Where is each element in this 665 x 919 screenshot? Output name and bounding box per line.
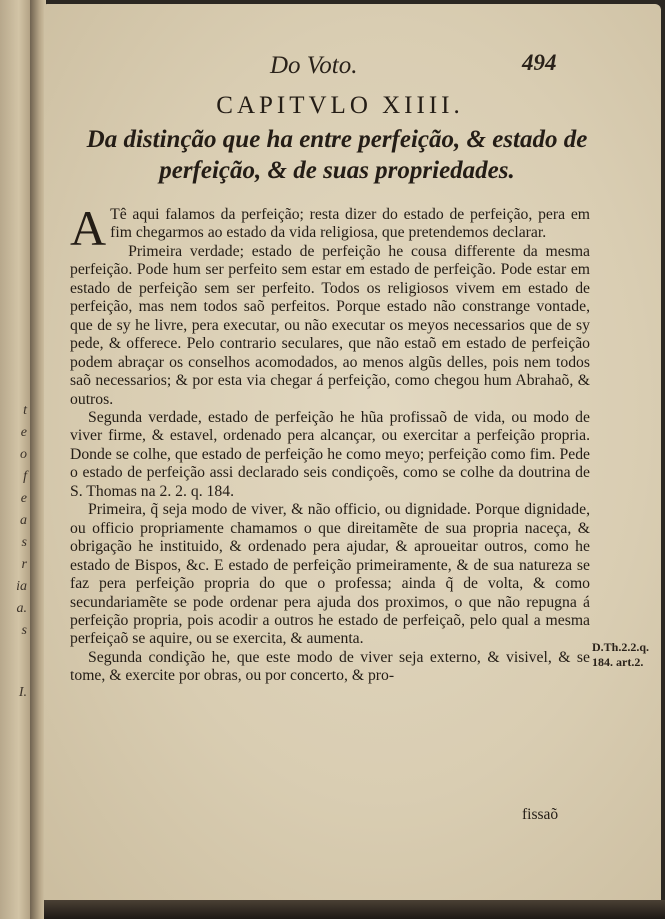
running-head: [70, 44, 590, 84]
left-fragment: a: [20, 513, 27, 528]
page-bottom-shadow: [44, 900, 665, 919]
left-fragment: r: [21, 557, 27, 572]
margin-note: D.Th.2.2.q. 184. art.2.: [592, 640, 650, 669]
chapter-subtitle: Da distinção que ha entre perfeição, & estado de perfeição, & de suas propriedades.: [86, 126, 588, 184]
paragraph-1-text: Tê aqui falamos da perfeição; resta dizer do estado de perfeição, pera em fim chegarmos ao estado da vida religiosa, que pretendemos declarar.: [110, 206, 590, 242]
catchword: fissaõ: [522, 806, 559, 823]
left-fragment: s: [21, 535, 27, 550]
left-page-edge: [0, 0, 34, 919]
left-fragment: o: [20, 447, 27, 462]
drop-cap: A: [70, 200, 107, 256]
left-page-fragments: [0, 400, 30, 704]
left-fragment: e: [20, 425, 27, 440]
left-fragment: ia: [16, 579, 27, 594]
running-head-title: Do Voto.: [270, 52, 358, 79]
paragraph-1: [70, 200, 590, 256]
left-fragment: e: [20, 491, 27, 506]
left-fragment-bottom: I.: [18, 685, 27, 700]
left-fragment: t: [23, 403, 27, 418]
page-content: [70, 44, 590, 686]
paragraph-3: Segunda verdade, estado de perfeição he hũa profissaõ de vida, ou modo de viver firme, & estavel, ordenado pera alcançar, ou exercitar a perfeição propria. Donde se colhe, que estado de perfeição he como meyo; perfeição como fim. Pede o estado de perfeição assi declarado seis condiçoẽs, como se colhe da doutrina de S. Thomas na 2. 2. q. 184.: [70, 408, 590, 500]
body-text: [70, 200, 590, 686]
paragraph-4: Primeira, q̃ seja modo de viver, & não officio, ou dignidade. Porque dignidade, ou officio propriamente chamamos o que direitamẽte de sua propria naceça, & obrigação he instituido, & ordenado pera ajudar, & aproueitar outros, como he estado de Bispos, &c. E estado de perfeição primeiramente, & de sua natureza se faz pera perfeição propria do que o professa; ainda q̃ de volta, & como secundariamẽte se pode ordenar pera ajuda dos proximos, o que não repugna á perfeição propria, pois acodir a outros he estado de perfeiçaõ, pelo qual a mesma perfeiçaõ se aquire, ou se exercita, & aumenta.: [70, 501, 590, 648]
page-number: 494: [522, 50, 557, 75]
left-fragment: a.: [16, 601, 27, 616]
paragraph-5: Segunda condição he, que este modo de viver seja externo, & visivel, & se tome, & exercite por obras, ou por concerto, & pro-: [70, 648, 590, 685]
left-fragment: s: [21, 623, 27, 638]
paragraph-2: Primeira verdade; estado de perfeição he cousa differente da mesma perfeição. Pode hum ser perfeito sem estar em estado de perfeição. Pode estar em estado de perfeição sem ser perfeito. Todos os religiosos vivem em estado de perfeição, mas nem todos saõ perfeitos. Porque estado não constrange vontade, que de sy he livre, pera executar, ou não executar os meyos necessarios que de sy pede, & offerece. Pelo contrario seculares, que não estaõ em estado de perfeição podem abraçar os conselhos acomodados, ao menos algũs delles, pois nem todos saõ necessarios; & por esta via chegar á perfeição, como chegou hum Abrahaõ, & outros.: [70, 242, 590, 408]
left-fragment: f: [23, 469, 27, 484]
right-page: [44, 4, 661, 908]
chapter-heading: CAPITVLO XIIII.: [216, 92, 464, 119]
